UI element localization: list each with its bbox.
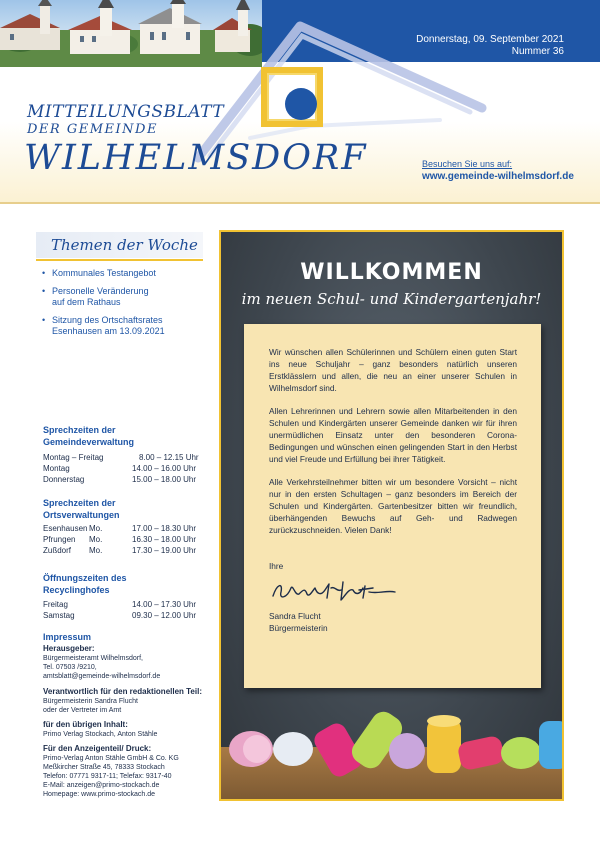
chalk-pieces-icon [221,691,564,781]
local-office-place: Esenhausen [43,524,88,533]
message-paragraph: Alle Verkehrsteilnehmer bitten wir um besondere Vorsicht – nicht nur in den ersten Schultagen – ganz besonders im Bereich der Schulen und Kindergärten. Gartenbesitzer bitten wir freundlich, überhängenden Bewuchs auf Geh- und Radwegen zurückzuschneiden. Vielen Dank! [269,477,517,535]
recycling-day: Samstag [43,611,75,620]
local-office-day: Mo. [89,546,103,555]
issue-date: Donnerstag, 09. September 2021 [416,34,564,45]
office-hours-time: 8.00 – 12.15 Uhr [139,453,199,462]
local-office-time: 17.30 – 19.00 Uhr [132,546,197,555]
recycling-day: Freitag [43,600,68,609]
local-office-time: 16.30 – 18.00 Uhr [132,535,197,544]
editorial-responsibility-text: Bürgermeisterin Sandra Flucht oder der Vertreter im Amt [43,698,138,714]
visit-label: Besuchen Sie uns auf: [422,159,513,169]
publisher-text: Bürgermeisteramt Wilhelmsdorf, Tel. 07503 /9210, amtsblatt@gemeinde-wilhelmsdorf.de [43,655,161,680]
closing-text: Ihre [269,561,284,571]
signature-icon [269,578,399,604]
ads-print-text: Primo-Verlag Anton Stähle GmbH & Co. KG Meßkircher Straße 45, 78333 Stockach Telefon: 07771 9317-11; Telefax: 9317-40 E-Mail: anzeigen@primo-stockach.de Homepage: www.primo-stockach.de [43,755,179,798]
recycling-heading: Öffnungszeiten des Recyclinghofes [43,573,127,595]
message-paragraph: Allen Lehrerinnen und Lehrern sowie allen Mitarbeitenden in den Schulen und Kindergärten unserer Gemeinde danken wir für ihren unermüdlichen Einsatz unter den besonderen Corona-Bedingungen und wünschen einen gelingenden Start in den Herbst und viel Freude und Erfüllung bei ihrer Tätigkeit. [269,406,517,464]
recycling-time: 09.30 – 12.00 Uhr [132,611,197,620]
topic-item[interactable]: • Kommunales Testangebot [42,268,202,279]
feature-subheadline: im neuen Schul- und Kindergartenjahr! [241,290,542,308]
office-hours-day: Montag [43,464,70,473]
welcome-feature [219,230,564,801]
local-office-place: Pfrungen [43,535,76,544]
topic-list [42,268,202,344]
topic-item[interactable]: • Personelle Veränderung auf dem Rathaus [42,286,162,308]
masthead-title-municipality: WILHELMSDORF [24,138,368,178]
office-hours-time: 15.00 – 18.00 Uhr [132,475,197,484]
local-offices-heading: Sprechzeiten der Ortsverwaltungen [43,498,120,520]
issue-number: Nummer 36 [511,46,564,57]
masthead-title-line2: DER GEMEINDE [27,122,158,137]
message-paragraph: Wir wünschen allen Schülerinnen und Schülern einen guten Start ins neue Schuljahr – ganz besonders natürlich unseren Erstklässlern und allen, die neu an einer unserer Schulen in Wilhelmsdorf sind. [269,347,517,393]
local-office-day: Mo. [89,524,103,533]
signatory-role: Bürgermeisterin [269,623,328,633]
website-link[interactable]: www.gemeinde-wilhelmsdorf.de [422,171,574,182]
editorial-responsibility-label: Verantwortlich für den redaktionellen Teil: [43,687,202,696]
masthead-title-line1: MITTEILUNGSBLATT [27,102,225,122]
local-office-place: Zußdorf [43,546,72,555]
impressum-heading: Impressum [43,632,92,642]
topic-item[interactable]: • Sitzung des Ortschaftsrates Esenhausen am 13.09.2021 [42,315,192,337]
office-hours-time: 14.00 – 16.00 Uhr [132,464,197,473]
feature-headline: WILLKOMMEN [300,260,483,285]
local-office-time: 17.00 – 18.30 Uhr [132,524,197,533]
office-hours-heading: Sprechzeiten der Gemeindeverwaltung [43,425,135,447]
other-content-label: für den übrigen Inhalt: [43,720,128,729]
themen-rule [36,259,203,261]
ads-print-label: Für den Anzeigenteil/ Druck: [43,744,152,753]
masthead [0,0,600,203]
recycling-time: 14.00 – 17.30 Uhr [132,600,197,609]
signatory-name: Sandra Flucht [269,611,321,621]
office-hours-day: Montag – Freitag [43,453,104,462]
other-content-text: Primo Verlag Stockach, Anton Stähle [43,731,158,738]
publisher-label: Herausgeber: [43,644,95,653]
header-divider [0,202,600,204]
local-office-day: Mo. [89,535,103,544]
themen-der-woche-heading: Themen der Woche [36,232,203,258]
message-note [244,324,541,688]
office-hours-day: Donnerstag [43,475,85,484]
